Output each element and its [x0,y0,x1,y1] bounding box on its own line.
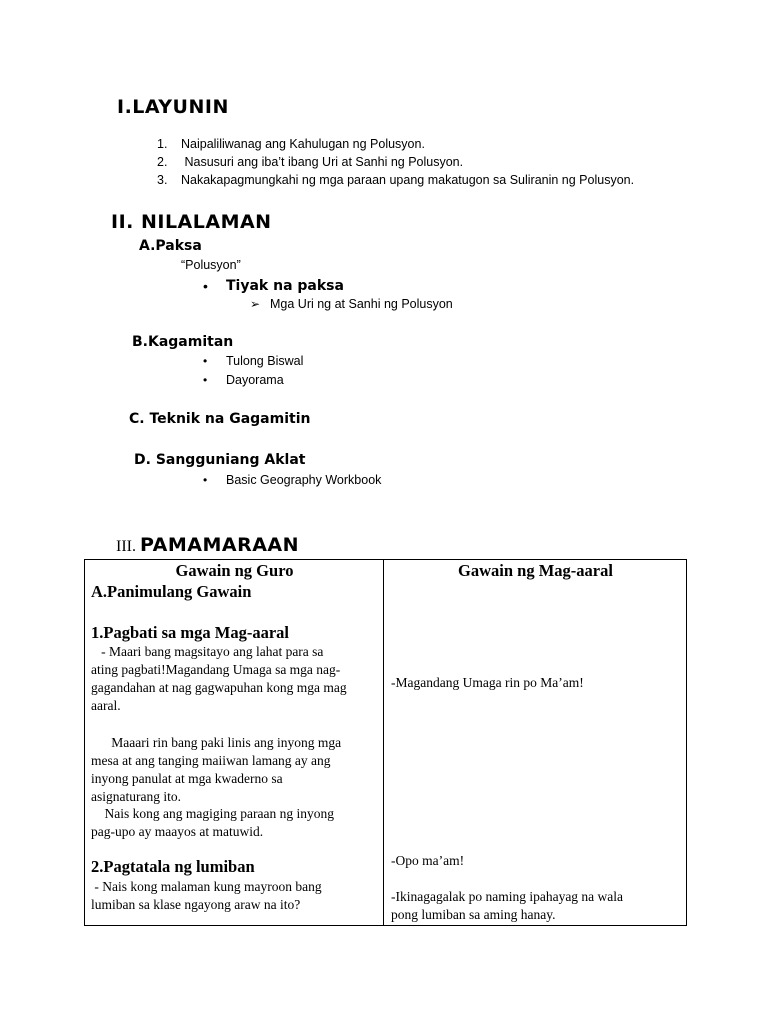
pagtatala-sagot-2: -Ikinagagalak po naming ipahayag na wala pong lumiban sa aming hanay. [391,889,624,922]
pagbati-upo-text: Nais kong ang magiging paraan ng inyong pag-upo ay maayos at matuwid. [91,806,334,839]
pamamaraan-heading: III. PAMAMARAAN [116,534,300,556]
tiyak-paksa-item: ➢ Mga Uri ng at Sanhi ng Polusyon [250,297,453,311]
col-header-magaaral: Gawain ng Mag-aaral [458,561,613,580]
layunin-heading: I.LAYUNIN [117,96,229,118]
sanggunian-label: D. Sangguniang Aklat [134,452,306,468]
pagtatala-sagot-1: -Opo ma’am! [391,853,465,868]
nilalaman-heading: II. NILALAMAN [111,211,272,233]
bullet-icon: • [203,373,208,387]
layunin-item-3: 3. Nakakapagmungkahi ng mga paraan upang makatugon sa Suliranin ng Polusyon. [157,173,635,187]
layunin-item-1: 1. Naipaliliwanag ang Kahulugan ng Polusyon. [157,137,425,151]
pagbati-sagot: -Magandang Umaga rin po Ma’am! [391,675,584,690]
pamamaraan-table [84,559,687,926]
tiyak-paksa-row [203,278,503,298]
pagtatala-title: 2.Pagtatala ng lumiban [91,857,255,876]
arrow-bullet-icon: ➢ [250,297,261,311]
pagbati-linis-text: Maaari rin bang paki linis ang inyong mga mesa at ang tanging maiiwan lamang ay ang inyong panulat at mga kwaderno sa asignaturang ito. [91,735,342,804]
pagtatala-text: - Nais kong malaman kung mayroon bang lumiban sa klase ngayong araw na ito? [91,879,322,912]
paksa-value: “Polusyon” [181,258,241,272]
layunin-item-2: 2. Nasusuri ang iba’t ibang Uri at Sanhi ng Polusyon. [157,155,464,169]
guro-column [85,560,384,926]
pagbati-title: 1.Pagbati sa mga Mag-aaral [91,623,289,642]
pagbati-text: - Maari bang magsitayo ang lahat para sa ating pagbati!Magandang Umaga sa mga nag- gagandahan at nag gagwapuhan kong mga mag aaral. [91,644,347,713]
magaaral-column [384,560,687,926]
teknik-label: C. Teknik na Gagamitin [129,411,311,427]
bullet-icon: • [203,354,208,368]
kagamitan-item-2: • Dayorama [203,373,284,387]
section-panimulang-gawain: A.Panimulang Gawain [91,582,252,601]
col-header-guro: Gawain ng Guro [175,561,294,580]
paksa-label: A.Paksa [139,238,202,254]
bullet-icon: • [203,473,208,487]
kagamitan-item-1: • Tulong Biswal [203,354,304,368]
bullet-icon: • [203,278,208,294]
kagamitan-label: B.Kagamitan [132,334,234,350]
sanggunian-item-1: • Basic Geography Workbook [203,473,382,487]
tiyak-paksa-label: Tiyak na paksa [226,278,344,294]
